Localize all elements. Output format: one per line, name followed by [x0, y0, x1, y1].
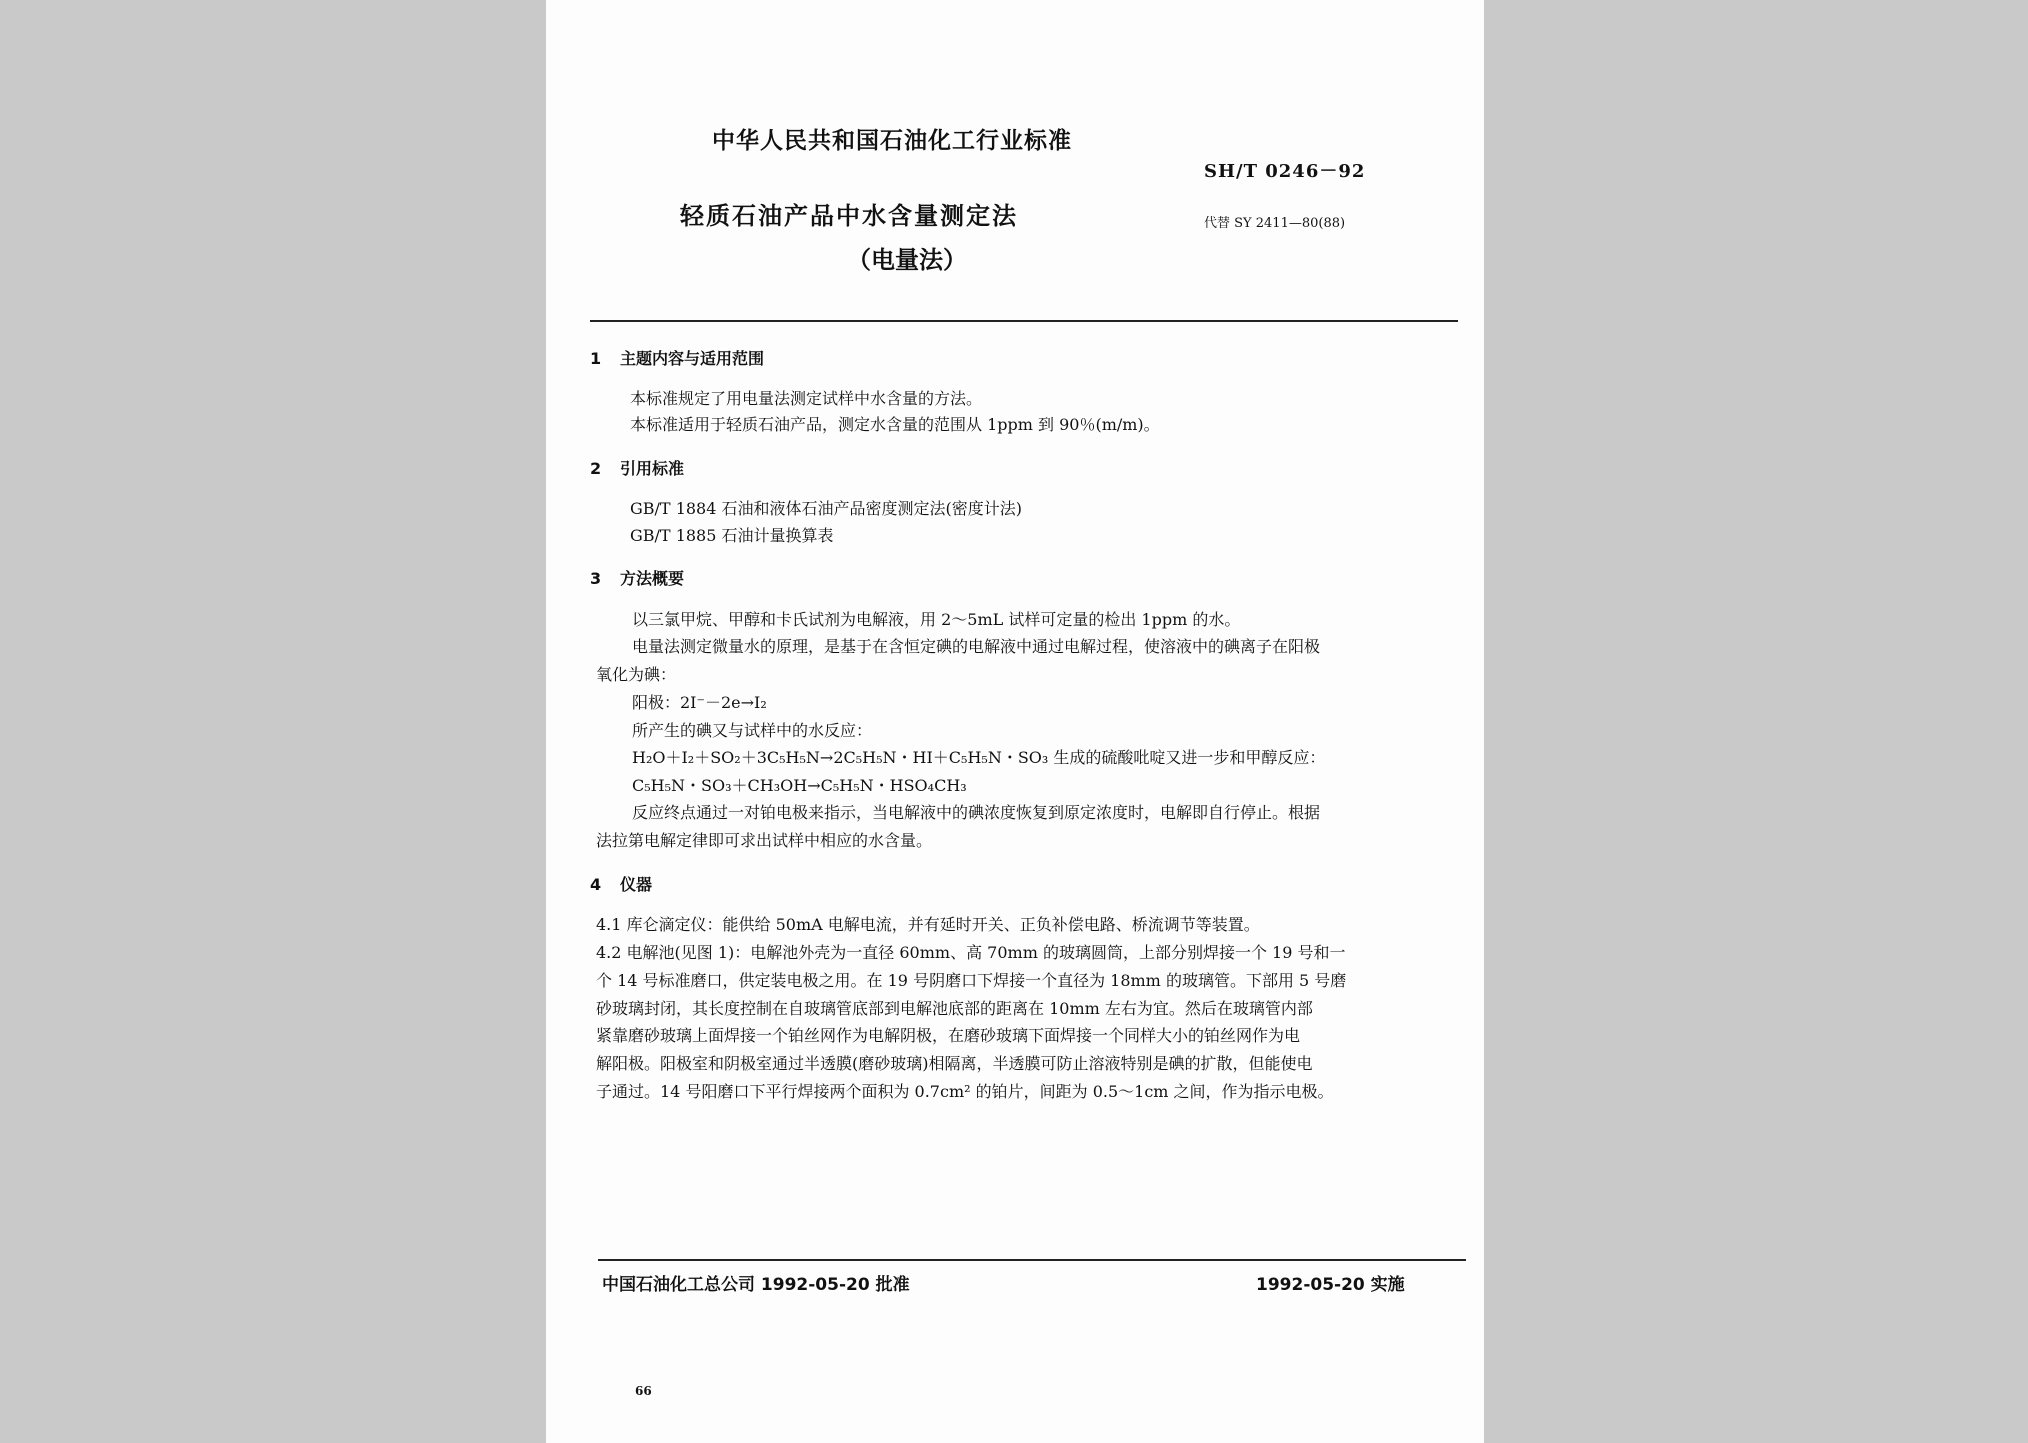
section-number: 1 — [590, 349, 602, 368]
paragraph: 子通过。14 号阳磨口下平行焊接两个面积为 0.7cm² 的铂片，间距为 0.5～1cm 之间，作为指示电极。 — [596, 1082, 1334, 1101]
paragraph: 法拉第电解定律即可求出试样中相应的水含量。 — [596, 831, 933, 850]
section-title: 主题内容与适用范围 — [620, 349, 765, 368]
standard-code: SH/T 0246－92 — [1204, 161, 1366, 182]
section-1-heading — [590, 346, 764, 369]
clause-4-2: 4.2 电解池(见图 1)：电解池外壳为一直径 60mm、高 70mm 的玻璃圆筒，上部分别焊接一个 19 号和一 — [596, 943, 1346, 962]
paragraph: 反应终点通过一对铂电极来指示，当电解液中的碘浓度恢复到原定浓度时，电解即自行停止。根据 — [632, 803, 1321, 822]
section-number: 4 — [590, 875, 602, 894]
paragraph: 紧靠磨砂玻璃上面焊接一个铂丝网作为电解阴极，在磨砂玻璃下面焊接一个同样大小的铂丝网作为电 — [596, 1026, 1301, 1045]
document-page — [546, 0, 1484, 1443]
equation: 阳极：2I⁻－2e→I₂ — [632, 693, 767, 712]
reference-item: GB/T 1885 石油计量换算表 — [630, 526, 834, 545]
section-title: 引用标准 — [620, 459, 685, 478]
paragraph: 电量法测定微量水的原理，是基于在含恒定碘的电解液中通过电解过程，使溶液中的碘离子在阳极 — [632, 637, 1321, 656]
section-number: 2 — [590, 459, 602, 478]
document-title: 轻质石油产品中水含量测定法 — [680, 202, 1018, 230]
paragraph: 氧化为碘： — [596, 665, 677, 684]
document-subtitle: （电量法） — [847, 246, 967, 274]
paragraph: 本标准规定了用电量法测定试样中水含量的方法。 — [630, 389, 983, 408]
section-2-heading — [590, 456, 684, 479]
approval-note: 中国石油化工总公司 1992-05-20 批准 — [602, 1275, 910, 1295]
equation: C₅H₅N・SO₃＋CH₃OH→C₅H₅N・HSO₄CH₃ — [632, 776, 967, 795]
paragraph: 个 14 号标准磨口，供定装电极之用。在 19 号阴磨口下焊接一个直径为 18mm 的玻璃管。下部用 5 号磨 — [596, 971, 1347, 990]
page-number: 66 — [635, 1384, 652, 1398]
issuing-organization: 中华人民共和国石油化工行业标准 — [712, 128, 1072, 154]
footer-divider — [598, 1259, 1466, 1261]
section-title: 方法概要 — [620, 569, 685, 588]
paragraph: 以三氯甲烷、甲醇和卡氏试剂为电解液，用 2～5mL 试样可定量的检出 1ppm 的水。 — [632, 610, 1241, 629]
paragraph: 砂玻璃封闭，其长度控制在自玻璃管底部到电解池底部的距离在 10mm 左右为宜。然后在玻璃管内部 — [596, 999, 1313, 1018]
paragraph: 本标准适用于轻质石油产品，测定水含量的范围从 1ppm 到 90％(m/m)。 — [630, 415, 1160, 434]
section-4-heading — [590, 872, 652, 895]
paragraph: 所产生的碘又与试样中的水反应： — [632, 721, 873, 740]
reference-item: GB/T 1884 石油和液体石油产品密度测定法(密度计法) — [630, 499, 1022, 518]
section-3-heading — [590, 566, 684, 589]
equation: H₂O＋I₂＋SO₂＋3C₅H₅N→2C₅H₅N・HI＋C₅H₅N・SO₃ 生成的硫酸吡啶又进一步和甲醇反应： — [632, 748, 1326, 767]
section-number: 3 — [590, 569, 602, 588]
clause-4-1: 4.1 库仑滴定仪：能供给 50mA 电解电流，并有延时开关、正负补偿电路、桥流调节等装置。 — [596, 915, 1260, 934]
paragraph: 解阳极。阳极室和阴极室通过半透膜(磨砂玻璃)相隔离，半透膜可防止溶液特别是碘的扩散，但能使电 — [596, 1054, 1313, 1073]
section-title: 仪器 — [620, 875, 653, 894]
replaces-note: 代替 SY 2411—80(88) — [1204, 216, 1346, 231]
header-divider — [590, 320, 1458, 322]
effective-date: 1992-05-20 实施 — [1256, 1275, 1405, 1295]
